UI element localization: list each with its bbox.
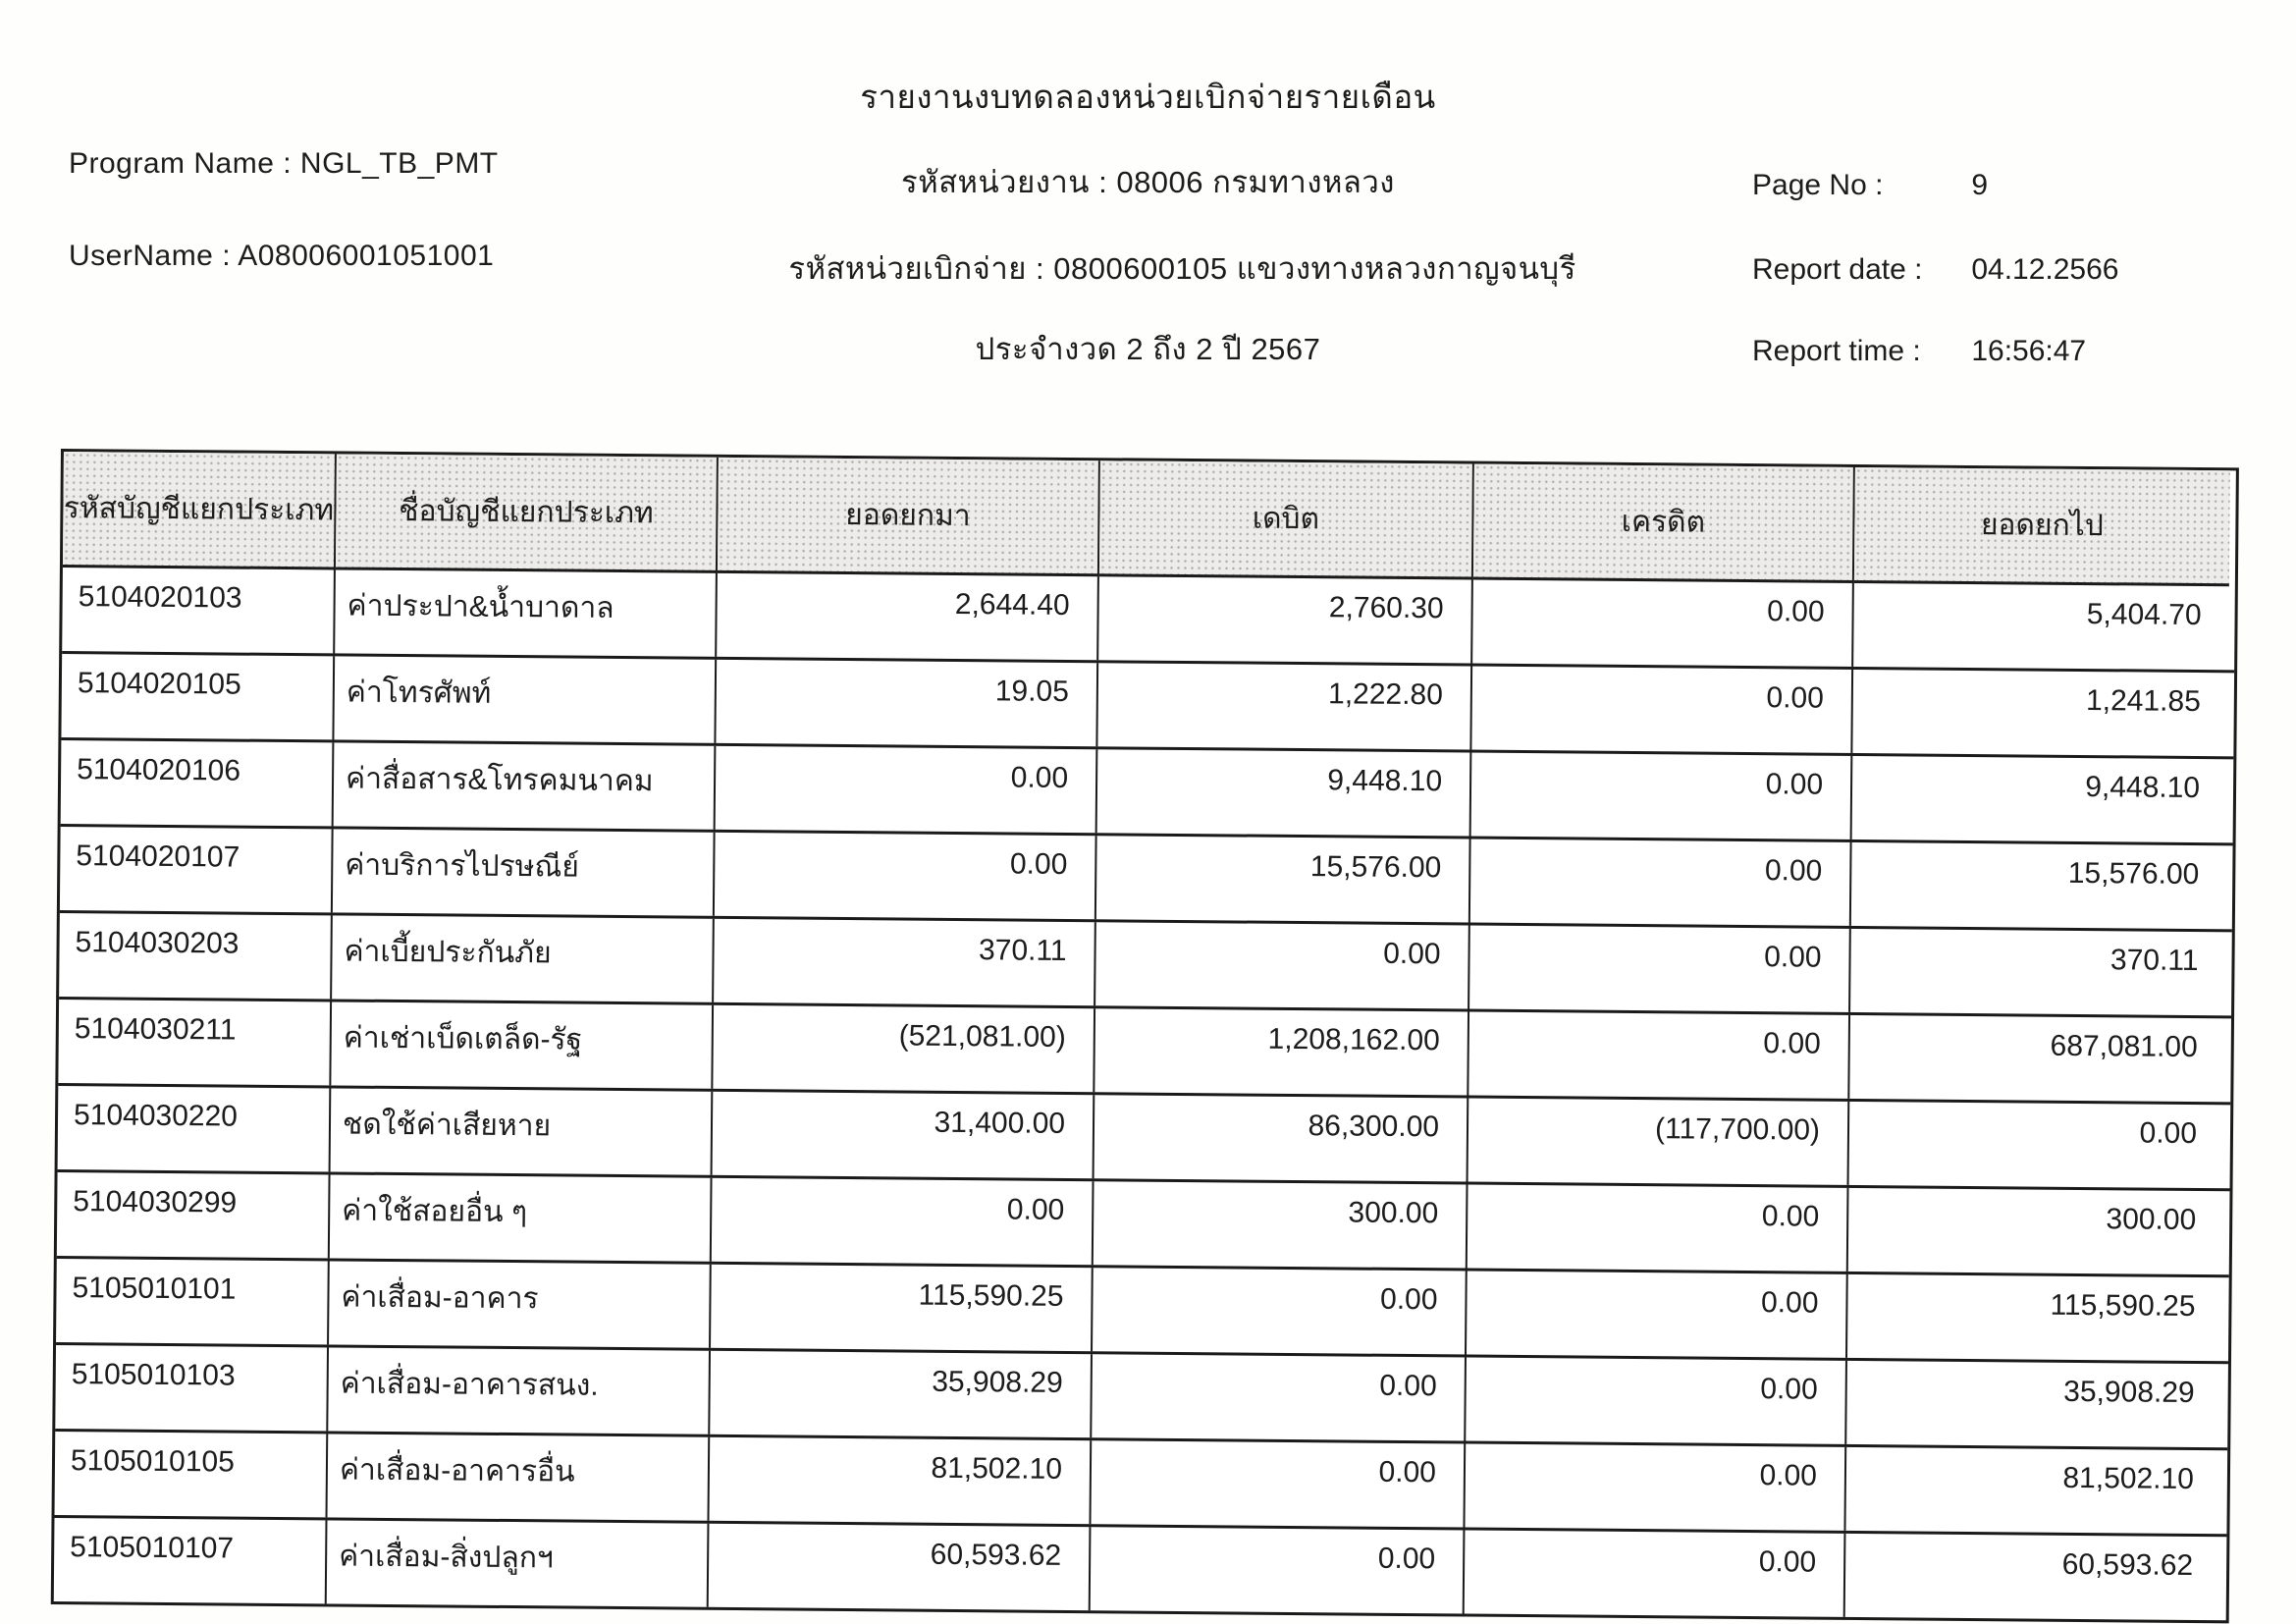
closing-balance-cell: 300.00 bbox=[2106, 1203, 2197, 1237]
debit-cell: 0.00 bbox=[1095, 922, 1470, 1008]
program-name-line bbox=[69, 147, 499, 181]
opening-balance-cell: 0.00 bbox=[712, 1178, 1095, 1265]
account-code-cell: 5104030211 bbox=[58, 1000, 332, 1085]
closing-balance-cell: 60,593.62 bbox=[2061, 1547, 2194, 1582]
credit-cell: 0.00 bbox=[1466, 1358, 1847, 1444]
debit-cell: 1,222.80 bbox=[1097, 663, 1472, 749]
account-name-cell: ค่าเสื่อม-สิ่งปลูกฯ bbox=[327, 1520, 710, 1606]
disbursement-unit-line: รหัสหน่วยเบิกจ่าย : 0800600105 แขวงทางหลวงกาญจนบุรี bbox=[788, 251, 1576, 286]
account-code-cell: 5104030220 bbox=[58, 1086, 332, 1171]
opening-balance-cell: 115,590.25 bbox=[711, 1265, 1094, 1351]
column-header-opening-balance: ยอดยกมา bbox=[718, 458, 1100, 576]
opening-balance-cell: 81,502.10 bbox=[709, 1437, 1092, 1524]
account-code-cell: 5104020103 bbox=[62, 568, 336, 653]
report-title: รายงานงบทดลองหน่วยเบิกจ่ายรายเดือน bbox=[860, 79, 1436, 115]
closing-balance-cell: 0.00 bbox=[2139, 1116, 2198, 1151]
debit-cell: 86,300.00 bbox=[1095, 1095, 1469, 1181]
opening-balance-cell: 19.05 bbox=[716, 660, 1098, 746]
page-no-label: Page No : bbox=[1752, 169, 1884, 201]
table-header-row bbox=[63, 452, 2236, 586]
closing-balance-cell: 5,404.70 bbox=[2086, 598, 2202, 632]
credit-cell: 0.00 bbox=[1469, 926, 1851, 1012]
closing-balance-cell: 81,502.10 bbox=[2062, 1461, 2195, 1496]
account-code-cell: 5104020106 bbox=[61, 740, 335, 826]
column-header-account-code: รหัสบัญชีแยกประเภท bbox=[63, 452, 337, 569]
closing-balance-cell: 15,576.00 bbox=[2067, 856, 2200, 892]
closing-balance-cell: 370.11 bbox=[2109, 944, 2199, 978]
credit-cell: (117,700.00) bbox=[1468, 1099, 1850, 1185]
report-time-line bbox=[1752, 335, 2086, 368]
table-body bbox=[54, 568, 2235, 1620]
debit-cell: 0.00 bbox=[1091, 1527, 1466, 1613]
account-name-cell: ค่าบริการไปรษณีย์ bbox=[333, 829, 716, 915]
credit-cell: 0.00 bbox=[1470, 839, 1852, 926]
account-code-cell: 5105010101 bbox=[56, 1259, 330, 1344]
closing-balance-cell: 35,908.29 bbox=[2063, 1375, 2195, 1410]
credit-cell: 0.00 bbox=[1468, 1185, 1849, 1272]
account-name-cell: ค่าเสื่อม-อาคารอื่น bbox=[328, 1434, 711, 1520]
column-header-account-name: ชื่อบัญชีแยกประเภท bbox=[336, 454, 719, 572]
column-header-debit: เดบิต bbox=[1099, 460, 1474, 579]
closing-balance-cell: 9,448.10 bbox=[2085, 771, 2201, 805]
report-date-label: Report date : bbox=[1752, 253, 1923, 286]
username-line bbox=[69, 240, 494, 273]
opening-balance-cell: 0.00 bbox=[716, 746, 1098, 833]
opening-balance-cell: (521,081.00) bbox=[713, 1005, 1095, 1092]
opening-balance-cell: 2,644.40 bbox=[717, 573, 1099, 660]
program-name-label: Program Name : bbox=[69, 147, 293, 180]
account-code-cell: 5104020107 bbox=[60, 827, 334, 912]
opening-balance-cell: 0.00 bbox=[715, 833, 1097, 919]
account-name-cell: ค่าเสื่อม-อาคารสนง. bbox=[328, 1347, 711, 1434]
credit-cell: 0.00 bbox=[1472, 580, 1854, 667]
account-code-cell: 5104030203 bbox=[59, 913, 333, 999]
agency-code-line: รหัสหน่วยงาน : 08006 กรมทางหลวง bbox=[901, 165, 1395, 199]
account-name-cell: ค่าโทรศัพท์ bbox=[334, 656, 717, 742]
account-name-cell: ค่าใช้สอยอื่น ๆ bbox=[330, 1174, 713, 1261]
debit-cell: 0.00 bbox=[1091, 1440, 1466, 1527]
credit-cell: 0.00 bbox=[1471, 753, 1853, 839]
credit-cell: 0.00 bbox=[1467, 1272, 1848, 1358]
username-value: A08006001051001 bbox=[238, 240, 495, 272]
page-no-line bbox=[1752, 169, 1988, 202]
account-code-cell: 5104020105 bbox=[61, 654, 335, 739]
account-name-cell: ค่าเช่าเบ็ดเตล็ด-รัฐ bbox=[331, 1001, 714, 1088]
account-name-cell: ค่าประปา&น้ำบาดาล bbox=[335, 569, 718, 656]
column-header-closing-balance: ยอดยกไป bbox=[1854, 467, 2230, 586]
account-name-cell: ชดใช้ค่าเสียหาย bbox=[331, 1088, 714, 1174]
credit-cell: 0.00 bbox=[1465, 1531, 1846, 1617]
credit-cell: 0.00 bbox=[1465, 1444, 1846, 1531]
account-name-cell: ค่าเสื่อม-อาคาร bbox=[329, 1261, 712, 1347]
account-name-cell: ค่าสื่อสาร&โทรคมนาคม bbox=[334, 742, 717, 829]
report-date-line bbox=[1752, 253, 2119, 287]
table-row bbox=[54, 1518, 2227, 1620]
page-no-value: 9 bbox=[1971, 169, 1989, 201]
debit-cell: 0.00 bbox=[1092, 1354, 1467, 1440]
period-line: ประจำงวด 2 ถึง 2 ปี 2567 bbox=[975, 332, 1321, 366]
debit-cell: 9,448.10 bbox=[1097, 749, 1472, 836]
report-date-value: 04.12.2566 bbox=[1971, 253, 2119, 286]
program-name-value: NGL_TB_PMT bbox=[299, 147, 499, 180]
account-code-cell: 5105010105 bbox=[55, 1432, 329, 1517]
debit-cell: 1,208,162.00 bbox=[1095, 1008, 1469, 1095]
column-header-credit: เครดิต bbox=[1473, 464, 1855, 583]
account-code-cell: 5105010107 bbox=[54, 1518, 328, 1603]
debit-cell: 300.00 bbox=[1094, 1181, 1468, 1268]
closing-balance-cell: 1,241.85 bbox=[2085, 684, 2201, 719]
account-name-cell: ค่าเบี้ยประกันภัย bbox=[332, 915, 715, 1001]
report-time-label: Report time : bbox=[1752, 335, 1921, 367]
account-code-cell: 5104030299 bbox=[57, 1172, 331, 1258]
opening-balance-cell: 31,400.00 bbox=[713, 1092, 1095, 1178]
credit-cell: 0.00 bbox=[1468, 1012, 1850, 1099]
credit-cell: 0.00 bbox=[1471, 667, 1853, 753]
debit-cell: 2,760.30 bbox=[1098, 576, 1473, 663]
opening-balance-cell: 60,593.62 bbox=[709, 1524, 1092, 1610]
report-time-value: 16:56:47 bbox=[1971, 335, 2087, 367]
debit-cell: 0.00 bbox=[1093, 1268, 1468, 1354]
debit-cell: 15,576.00 bbox=[1096, 836, 1471, 922]
trial-balance-table bbox=[51, 449, 2239, 1623]
username-label: UserName : bbox=[69, 240, 232, 272]
closing-balance-cell: 687,081.00 bbox=[2050, 1029, 2198, 1064]
closing-balance-cell: 115,590.25 bbox=[2050, 1288, 2196, 1324]
account-code-cell: 5105010103 bbox=[55, 1345, 329, 1431]
opening-balance-cell: 370.11 bbox=[714, 919, 1096, 1005]
opening-balance-cell: 35,908.29 bbox=[710, 1351, 1093, 1437]
